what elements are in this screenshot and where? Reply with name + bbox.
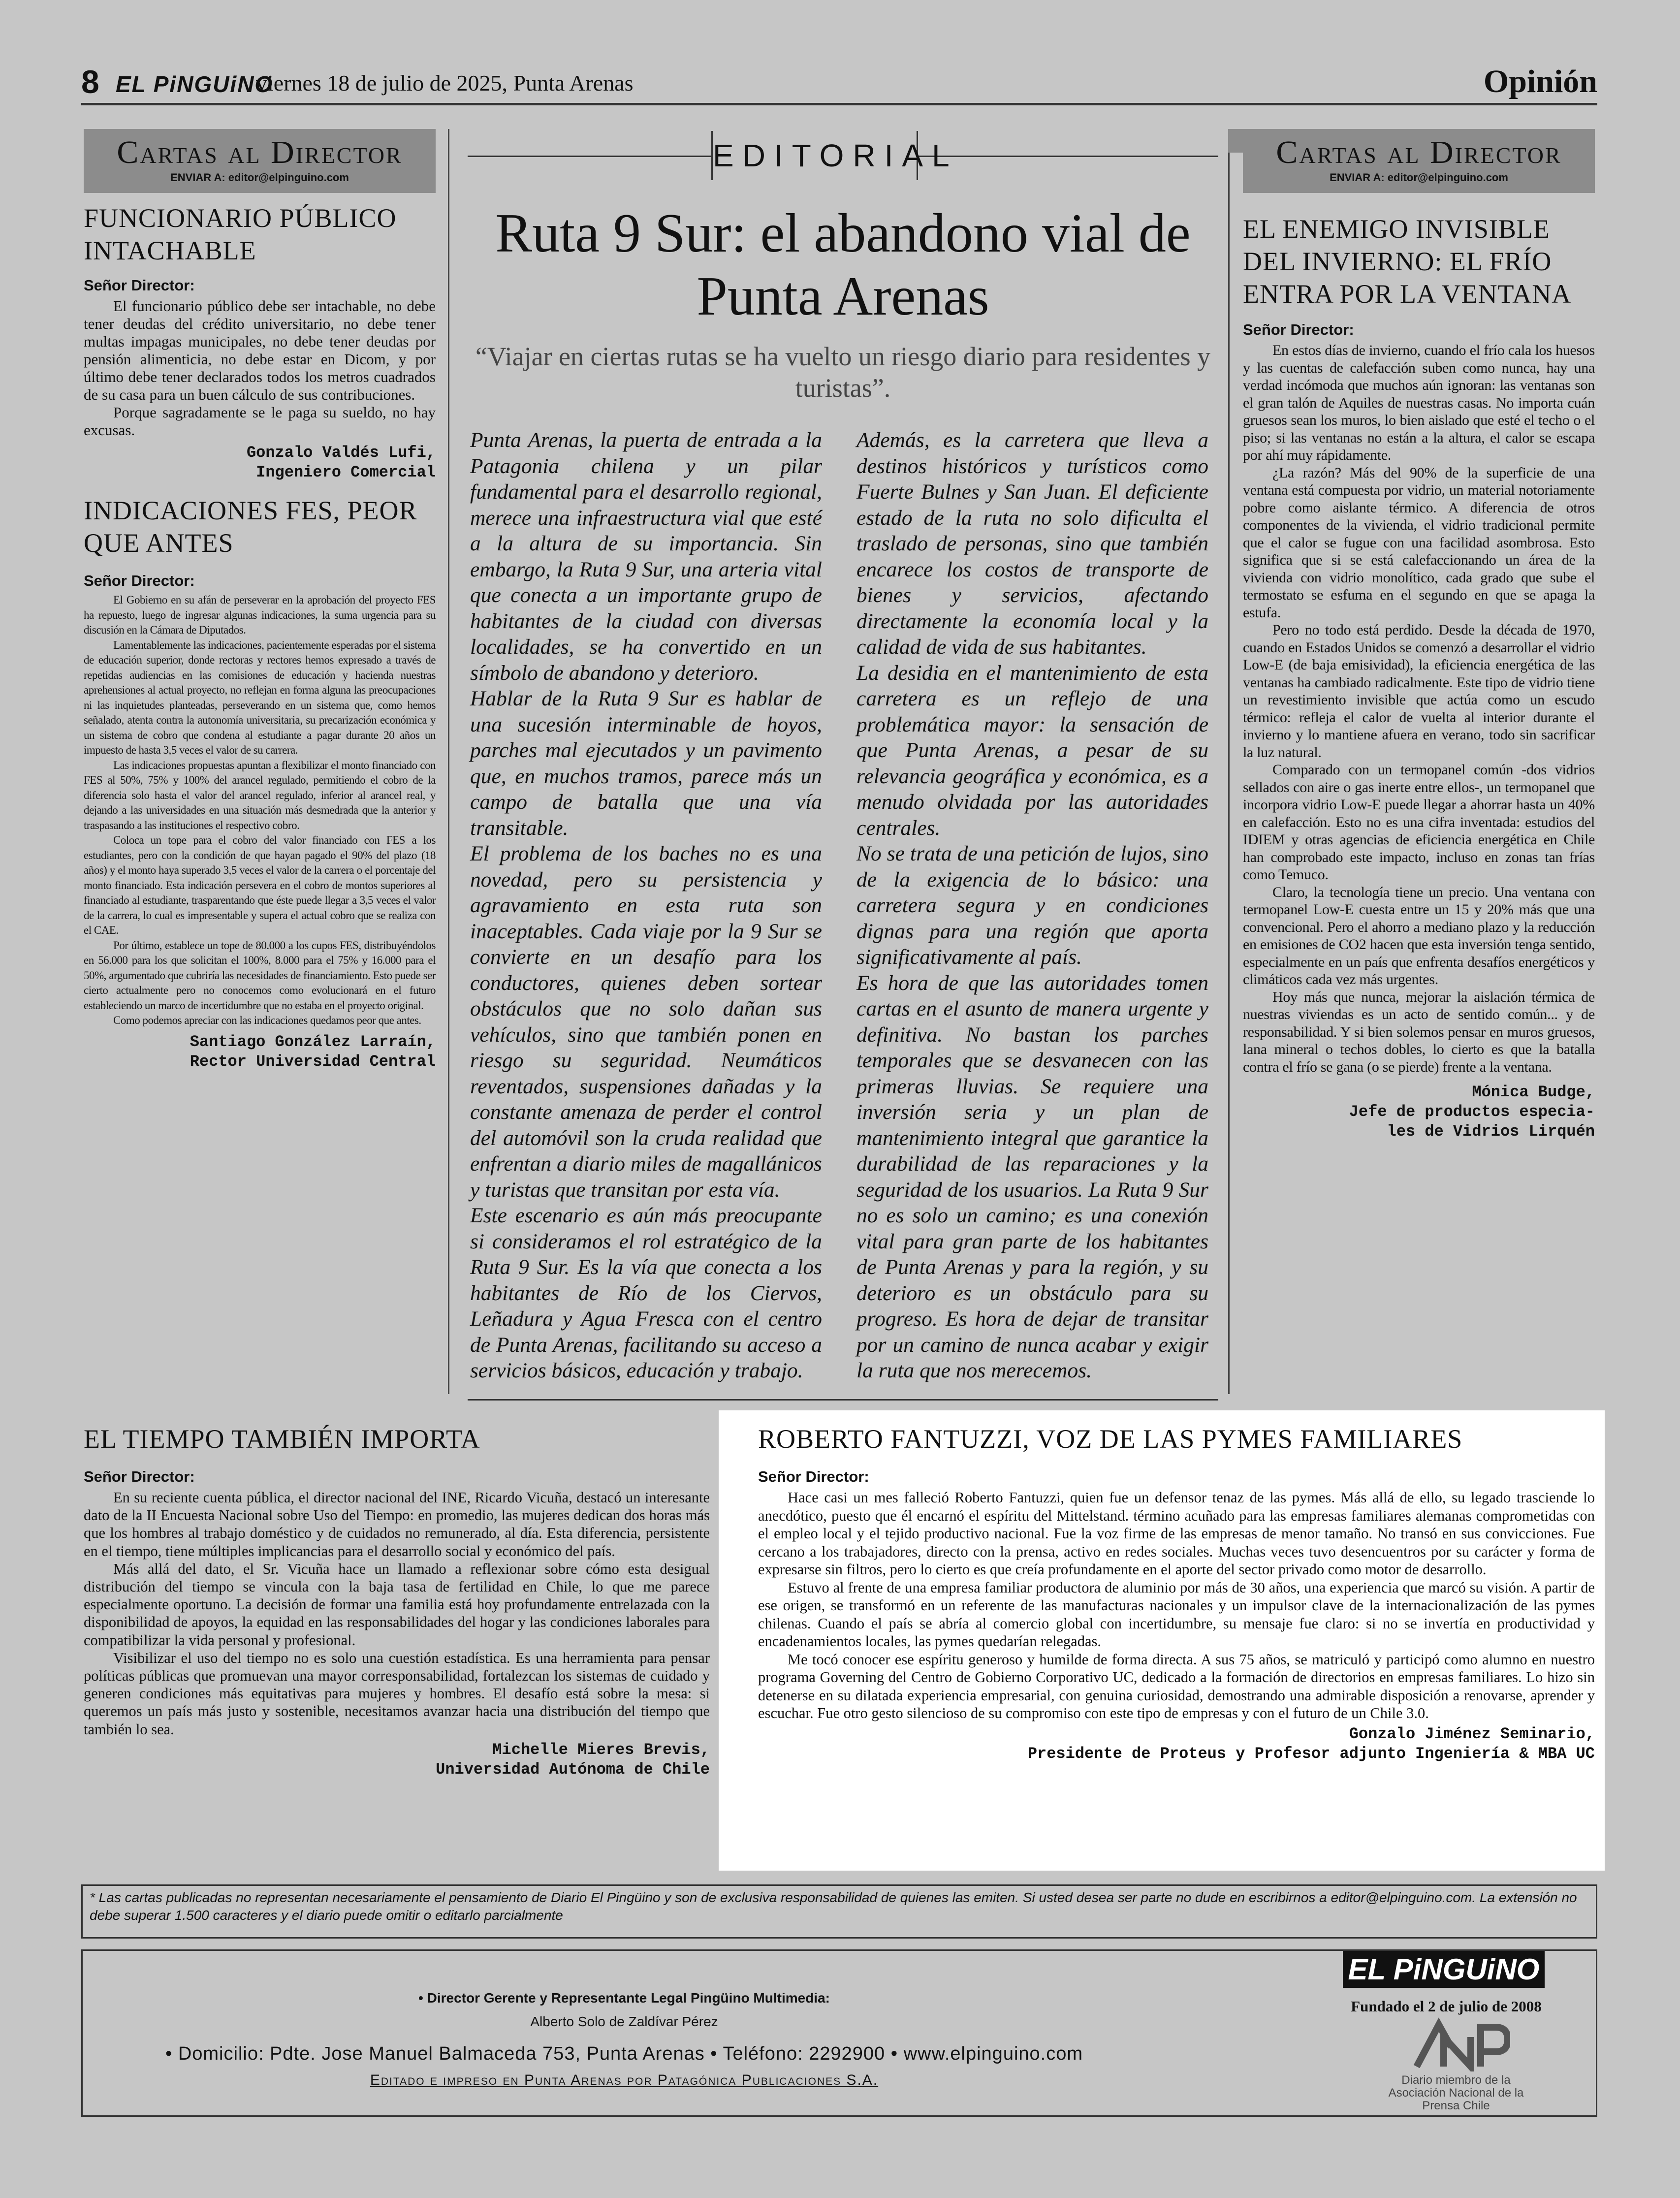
column-divider bbox=[1228, 129, 1230, 1394]
cartas-email: ENVIAR A: editor@elpinguino.com bbox=[1330, 171, 1508, 184]
paragraph: Lamentablemente las indicaciones, pacientemente esperadas por el sistema de educación superior, donde rectoras y rectores hemos expresado a través de repetidas audiencias en las comisiones de educación y hacienda nuestras aprehensiones al actual proyecto, no reflejan en forma alguna las preocupaciones ni las inquietudes planteadas, perseverando en un sistema que, como hemos señalado, atenta contra la autonomía universitaria, su precarización económica y un sistema de cobro que condena al estudiante a pagar durante 20 años un impuesto de hasta 3,5 veces el valor de su carrera. bbox=[84, 638, 436, 756]
paragraph: El funcionario público debe ser intachable, no debe tener deudas del crédito universitario, no debe tener multas impagas municipales, no debe tener deudas por pensión alimenticia, no debe estar en Dicom, y por último debe tener declarados todos los metros cuadrados de su casa para un buen cálculo de sus contribuciones. bbox=[84, 297, 436, 403]
signature-name: Santiago González Larraín, bbox=[190, 1032, 436, 1051]
section-title: Opinión bbox=[1483, 64, 1597, 99]
salutation: Señor Director: bbox=[758, 1468, 869, 1485]
letter-body bbox=[1243, 342, 1595, 1076]
paragraph: Punta Arenas, la puerta de entrada a la Patagonia chilena y un pilar fundamental para el desarrollo regional, merece una infraestructura vial que esté a la altura de su importancia. Sin embargo, la Ruta 9 Sur, una arteria vital que conecta a un importante grupo de habitantes de la ciudad con diversas localidades, se ha convertido en un símbolo de abandono y deterioro. bbox=[470, 428, 822, 685]
address: • Domicilio: Pdte. Jose Manuel Balmaceda 753, Punta Arenas • Teléfono: 2292900 • www.elpinguino.com bbox=[165, 2043, 1083, 2064]
page-header bbox=[81, 58, 1597, 105]
founded-date: Fundado el 2 de julio de 2008 bbox=[1351, 1998, 1542, 2015]
letter-body bbox=[84, 593, 436, 1028]
editorial-column-1 bbox=[470, 427, 822, 1384]
signature-name: Gonzalo Valdés Lufi, bbox=[246, 444, 436, 462]
left-column bbox=[84, 129, 436, 1072]
paragraph: El Gobierno en su afán de perseverar en la aprobación del proyecto FES ha repuesto, luego de ingresar algunas indicaciones, la suma urgencia para su discusión en la Cámara de Diputados. bbox=[84, 594, 436, 636]
salutation: Señor Director: bbox=[84, 572, 195, 589]
anp-text: Diario miembro de la Asociación Nacional de la Prensa Chile bbox=[1388, 2073, 1524, 2112]
paragraph: El problema de los baches no es una novedad, pero su persistencia y agravamiento en esta ruta son inaceptables. Cada viaje por la 9 Sur se convierte en un desafío para los conductores, quienes deben sortear obstáculos que no solo dañan sus vehículos, sino que también ponen en riesgo su seguridad. Neumáticos reventados, suspensiones dañadas y la constante amenaza de perder el control del automóvil son la cruda realidad que enfrentan a diario miles de magallánicos y turistas que transitan por esta vía. bbox=[470, 842, 822, 1202]
letter-body bbox=[758, 1489, 1595, 1722]
paragraph: Este escenario es aún más preocupante si consideramos el rol estratégico de la Ruta 9 Sur. Es la vía que conecta a los habitantes de Río de los Ciervos, Leñadura y Agua Fresca con el centro de Punta Arenas, facilitando su acceso a servicios básicos, educación y trabajo. bbox=[470, 1204, 822, 1382]
cartas-title: Cartas al Director bbox=[117, 134, 403, 170]
paragraph: Pero no todo está perdido. Desde la década de 1970, cuando en Estados Unidos se comenzó a desarrollar el vidrio Low-E (de baja emisividad), la eficiencia energética de las ventanas ha cambiado radicalmente. Este tipo de vidrio tiene un revestimiento invisible que actúa como un escudo térmico: refleja el calor de vuelta al interior durante el invierno y lo mantiene afuera en verano, todo sin sacrificar la luz natural. bbox=[1243, 622, 1595, 761]
page-number: 8 bbox=[81, 64, 99, 100]
footer bbox=[81, 1949, 1597, 2117]
signature-role: les de Vidrios Lirquén bbox=[1387, 1122, 1595, 1141]
paragraph: Hablar de la Ruta 9 Sur es hablar de una sucesión interminable de hoyos, parches mal ejecutados y un pavimento que, en muchos tramos, parece más un campo de batalla que una vía transitable. bbox=[470, 687, 822, 840]
signature bbox=[84, 1740, 710, 1780]
signature-name: Mónica Budge, bbox=[1472, 1083, 1595, 1101]
director-name: Alberto Solo de Zaldívar Pérez bbox=[530, 2014, 718, 2029]
signature-role: Universidad Autónoma de Chile bbox=[436, 1760, 710, 1779]
letter-title: EL ENEMIGO INVISIBLE DEL INVIERNO: EL FRÍO ENTRA POR LA VENTANA bbox=[1243, 214, 1572, 309]
editorial-column-2 bbox=[856, 427, 1208, 1384]
header-logo: EL PiNGUiNO bbox=[116, 71, 274, 97]
paragraph: Además, es la carretera que lleva a destinos históricos y turísticos como Fuerte Bulnes y San Juan. El deficiente estado de la ruta no solo dificulta el traslado de personas, sino que también encarece los costos de transporte de bienes y servicios, afectando directamente la economía local y la calidad de vida de sus habitantes. bbox=[856, 428, 1208, 659]
signature bbox=[1243, 1083, 1595, 1142]
salutation: Señor Director: bbox=[84, 1468, 195, 1485]
anp-logo-text: ANP bbox=[1412, 2017, 1413, 2018]
paragraph: Porque sagradamente se le paga su sueldo, no hay excusas. bbox=[84, 404, 436, 439]
paragraph: ¿La razón? Más del 90% de la superficie de una ventana está compuesta por vidrio, un material notoriamente pobre como aislante térmico. A diferencia de otros componentes de la vivienda, el vidrio tradicional permite que el calor se fugue con una facilidad asombrosa. Esto significa que si se está calefaccionando un área de la vivienda con vidrio monolítico, cada grado que sube el termostato se esfuma en el segundo en que se apaga la estufa. bbox=[1243, 464, 1595, 621]
right-column bbox=[1243, 129, 1595, 1142]
paragraph: Es hora de que las autoridades tomen cartas en el asunto de manera urgente y definitiva. No bastan los parches temporales que se desvanecen con las primeras lluvias. Se requiere una inversión seria y un plan de mantenimiento integral que garantice la durabilidad de las reparaciones y la seguridad de los usuarios. La Ruta 9 Sur no es solo un camino; es una conexión vital para gran parte de los habitantes de Punta Arenas y para la región, y su deterioro es un obstáculo para su progreso. Es hora de dejar de transitar por un camino de nunca acabar y exigir la ruta que nos merecemos. bbox=[856, 971, 1208, 1382]
letter-title: ROBERTO FANTUZZI, VOZ DE LAS PYMES FAMILIARES bbox=[758, 1424, 1463, 1454]
paragraph: Como podemos apreciar con las indicaciones quedamos peor que antes. bbox=[113, 1014, 421, 1026]
signature-role: Rector Universidad Central bbox=[190, 1052, 436, 1071]
paragraph: En su reciente cuenta pública, el director nacional del INE, Ricardo Vicuña, destacó un interesante dato de la II Encuesta Nacional sobre Uso del Tiempo: en promedio, las mujeres dedican dos horas más que los hombres al trabajo doméstico y de cuidados no remunerado, al día. Esta diferencia, persistente en el tiempo, tiene múltiples implicancias para el desarrollo social y económico del país. bbox=[84, 1489, 710, 1560]
signature bbox=[84, 1032, 436, 1072]
paragraph: Coloca un tope para el cobro del valor financiado con FES a los estudiantes, pero con la condición de que hayan pagado el 90% del plazo (18 años) y el monto haya superado 3,5 veces el valor de la carrera o el porcentaje del monto financiado. Esta indicación persevera en el cobro de montos superiores al financiado al estudiante, trasparentando que éste puede llegar a 3,5 veces el valor de la carrera, lo cual es impresentable y supera el actual cobro que se realiza con el CAE. bbox=[84, 834, 436, 936]
paragraph: La desidia en el mantenimiento de esta carretera es un reflejo de una problemática mayor: la sensación de que Punta Arenas, a pesar de su relevancia geográfica y económica, es a menudo olvidada por las autoridades centrales. bbox=[856, 661, 1208, 840]
letter-body bbox=[84, 1489, 710, 1738]
signature bbox=[84, 443, 436, 482]
letter-fantuzzi-box bbox=[719, 1410, 1605, 1871]
paragraph: Hace casi un mes falleció Roberto Fantuzzi, quien fue un defensor tenaz de las pymes. Más allá de ello, su legado trasciende lo anecdótico, puesto que él encarnó el espíritu del Mittelstand. término acuñado para las empresas familiares alemanas comprometidas con el empleo local y el tejido productivo nacional. Fue la voz firme de las empresas de menor tamaño. No transó en sus convicciones. Fue cercano a los trabajadores, directo con la prensa, activo en redes sociales. Muchas veces tuvo desencuentros por su carácter y forma de expresarse sin filtros, pero lo cierto es que creía profundamente en el aporte del sector privado como motor de desarrollo. bbox=[758, 1489, 1595, 1578]
signature-name: Gonzalo Jiménez Seminario, bbox=[1349, 1724, 1595, 1743]
header-date: viernes 18 de julio de 2025, Punta Arenas bbox=[256, 70, 634, 96]
paragraph: En estos días de invierno, cuando el frío cala los huesos y las cuentas de calefacción suben como nunca, hay una verdad incómoda que muchos aún ignoran: las ventanas son el gran talón de Aquiles de nuestras casas. No importa cuán gruesos sean los muros, lo bien aislado que esté el techo o el piso; si las ventanas no están a la altura, el calor se escapa por ahí muy rápidamente. bbox=[1243, 342, 1595, 463]
anp-logo bbox=[1412, 2017, 1510, 2071]
paragraph: Visibilizar el uso del tiempo no es solo una cuestión estadística. Es una herramienta para pensar políticas públicas que promuevan una mayor corresponsabilidad, fortalezcan los sistemas de cuidado y generen condiciones más equitativas para mujeres y hombres. El desafío está sobre la mesa: si queremos un país más justo y sostenible, necesitamos avanzar hacia una distribución del tiempo que también lo sea. bbox=[84, 1649, 710, 1738]
salutation: Señor Director: bbox=[1243, 321, 1354, 338]
letter-fantuzzi bbox=[758, 1423, 1595, 1764]
paragraph: Me tocó conocer ese espíritu generoso y humilde de forma directa. A sus 75 años, se matriculó y participó como alumno en nuestro programa Governing del Centro de Gobierno Corporativo UC, dedicado a la formación de directorios en empresas familiares. Lo hizo sin detenerse en su dilatada experiencia empresarial, con genuina curiosidad, demostrando una admirable disposición a renovarse, aprender y escuchar. Fue otro gesto silencioso de su compromiso con este tipo de empresas y con el futuro de un Chile 3.0. bbox=[758, 1651, 1595, 1721]
salutation: Señor Director: bbox=[84, 277, 195, 294]
letter-title: INDICACIONES FES, PEOR QUE ANTES bbox=[84, 496, 417, 558]
letter-title: EL TIEMPO TAMBIÉN IMPORTA bbox=[84, 1424, 480, 1454]
footer-logo: EL PiNGUiNO bbox=[1343, 1951, 1545, 1988]
director-label: • Director Gerente y Representante Legal Pingüino Multimedia: bbox=[418, 1990, 830, 2006]
paragraph: Por último, establece un tope de 80.000 a los cupos FES, distribuyéndolos en 56.000 para los que solicitan el 100%, 8.000 para el 75% y 16.000 para el 50%, argumentado que cubriría las necesidades de financiamiento. Esto puede ser cierto actualmente pero no conocemos como evolucionará en el futuro estableciendo un marco de incertidumbre que no estaba en el proyecto original. bbox=[84, 939, 436, 1012]
paragraph: No se trata de una petición de lujos, sino de la exigencia de lo básico: una carretera segura y en condiciones dignas para una región que aporta significativamente al país. bbox=[856, 842, 1208, 969]
cartas-email: ENVIAR A: editor@elpinguino.com bbox=[170, 171, 349, 184]
cartas-title: Cartas al Director bbox=[1276, 134, 1562, 170]
cartas-box bbox=[1243, 129, 1595, 193]
paragraph: Más allá del dato, el Sr. Vicuña hace un llamado a reflexionar sobre cómo esta desigual distribución del tiempo se vincula con la baja tasa de fertilidad en Chile, lo que me parece especialmente oportuno. La decisión de formar una familia está hoy profundamente entrelazada con la disponibilidad de apoyos, la equidad en las responsabilidades del hogar y las condiciones laborales para compatibilizar la vida personal y profesional. bbox=[84, 1560, 710, 1649]
editorial bbox=[468, 113, 1218, 1401]
paragraph: Las indicaciones propuestas apuntan a flexibilizar el monto financiado con FES al 50%, 75% y 100% del arancel regulado, permitiendo el cobro de la diferencia solo hasta el valor del arancel regulado, inferior al arancel real, y dejando a las universidades en una situación más desmedrada que la anterior y traspasando a las instituciones el respectivo cobro. bbox=[84, 759, 436, 831]
paragraph: Claro, la tecnología tiene un precio. Una ventana con termopanel Low-E cuesta entre un 15 y 20% más que una convencional. Pero el ahorro a mediano plazo y la reducción en emisiones de CO2 hacen que esta inversión tenga sentido, especialmente en un país que enfrenta desafíos energéticos y climáticos cada vez más urgentes. bbox=[1243, 884, 1595, 988]
paragraph: Estuvo al frente de una empresa familiar productora de aluminio por más de 30 años, una experiencia que marcó su visión. A partir de ese origen, se transformó en un referente de las manufacturas nacionales y un impulsor clave de la internacionalización de las pymes chilenas. Cuando el país se abría al comercio global con incertidumbre, su mensaje fue claro: si no se invertía en productividad y encadenamientos locales, las pymes quedarían relegadas. bbox=[758, 1579, 1595, 1650]
editorial-bottom-rule bbox=[468, 1399, 1218, 1401]
editorial-subtitle: “Viajar en ciertas rutas se ha vuelto un riesgo diario para residentes y turistas”. bbox=[475, 342, 1211, 403]
signature-role: Jefe de productos especia- bbox=[1349, 1103, 1595, 1121]
column-divider bbox=[448, 129, 449, 1394]
disclaimer: * Las cartas publicadas no representan necesariamente el pensamiento de Diario El Pingüino y son de exclusiva responsabilidad de quienes las emiten. Si usted desea ser parte no dude en escribirnos a editor@elpinguino.com. La extensión no debe superar 1.500 caracteres y el diario puede omitir o editarlo parcialmente bbox=[81, 1884, 1597, 1939]
signature-role: Ingeniero Comercial bbox=[256, 463, 436, 481]
paragraph: Hoy más que nunca, mejorar la aislación térmica de nuestras viviendas es un acto de sentido común... y de responsabilidad. Y si bien solemos pensar en muros gruesos, lana mineral o techos dobles, lo cierto es que la batalla contra el frío se gana (o se pierde) frente a la ventana. bbox=[1243, 988, 1595, 1075]
anp-logo-icon bbox=[1412, 2017, 1510, 2071]
editorial-label: EDITORIAL bbox=[711, 131, 918, 180]
letter-tiempo bbox=[84, 1423, 710, 1780]
signature-name: Michelle Mieres Brevis, bbox=[492, 1740, 710, 1759]
cartas-box bbox=[84, 129, 436, 193]
editorial-title: Ruta 9 Sur: el abandono vial de Punta Arenas bbox=[495, 203, 1191, 327]
signature-role: Presidente de Proteus y Profesor adjunto Ingeniería & MBA UC bbox=[1027, 1744, 1595, 1763]
printed-by: Editado e impreso en Punta Arenas por Patagónica Publicaciones S.A. bbox=[370, 2072, 879, 2088]
signature bbox=[758, 1724, 1595, 1764]
letter-body bbox=[84, 297, 436, 439]
letter-title: FUNCIONARIO PÚBLICO INTACHABLE bbox=[84, 203, 397, 265]
paragraph: Comparado con un termopanel común -dos vidrios sellados con aire o gas inerte entre ellos-, un termopanel que incorpora vidrio Low-E puede llegar a ahorrar hasta un 40% en calefacción. Esto no es una cifra inventada: estudios del IDIEM y otras agencias de eficiencia energética en Chile han comprobado este impacto, incluso en zonas tan frías como Temuco. bbox=[1243, 762, 1595, 883]
